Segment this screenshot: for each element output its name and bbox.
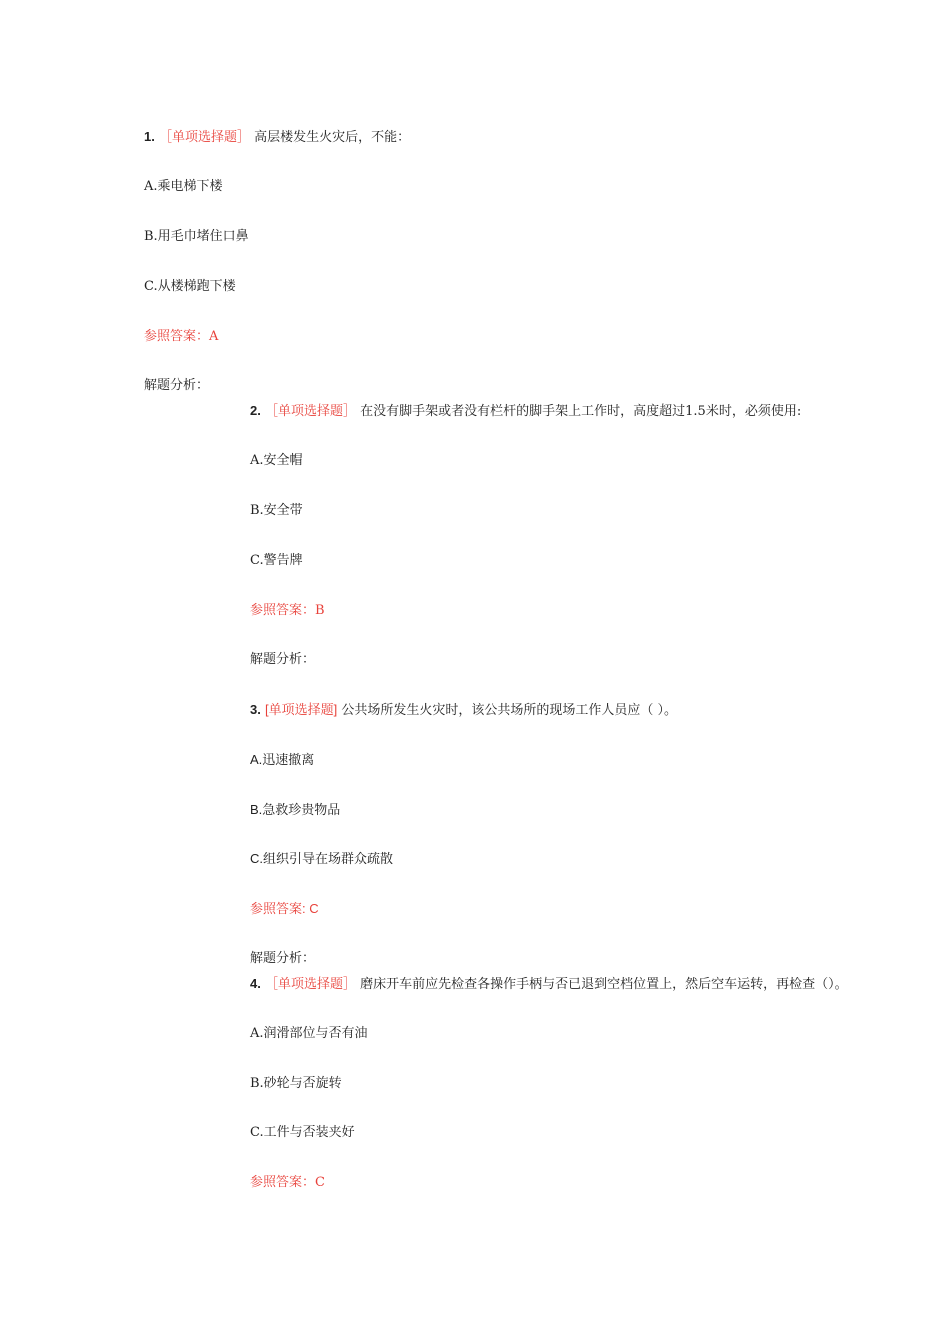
question-number: 2. xyxy=(250,403,261,418)
question-3-option-c: C.组织引导在场群众疏散 xyxy=(250,851,394,866)
question-3-header xyxy=(250,702,677,719)
question-1-option-a: A.乘电梯下楼 xyxy=(144,179,223,194)
question-stem: 在没有脚手架或者没有栏杆的脚手架上工作时，高度超过1.5米时，必须使用: xyxy=(360,404,802,419)
question-4-header xyxy=(250,976,848,993)
question-4-option-a: A.润滑部位与否有油 xyxy=(250,1026,368,1041)
question-3-analysis: 解题分析： xyxy=(250,951,316,966)
question-type-tag: ［单项选择题］ xyxy=(264,977,356,992)
question-2-header xyxy=(250,403,801,420)
question-type-tag: ［单项选择题］ xyxy=(264,404,356,419)
question-2-analysis: 解题分析： xyxy=(250,652,316,667)
question-1-answer: 参照答案：A xyxy=(144,329,219,344)
question-stem: 磨床开车前应先检查各操作手柄与否已退到空档位置上，然后空车运转，再检查（）。 xyxy=(360,977,848,992)
question-type-tag: ［单项选择题］ xyxy=(158,130,250,145)
question-2-option-c: C.警告牌 xyxy=(250,553,303,568)
question-1-analysis: 解题分析： xyxy=(144,378,210,393)
question-1-option-b: B.用毛巾堵住口鼻 xyxy=(144,229,249,244)
question-3-answer: 参照答案: C xyxy=(250,901,319,916)
question-2-answer: 参照答案：B xyxy=(250,603,325,618)
question-type-tag: [单项选择题] xyxy=(264,702,338,717)
question-number: 4. xyxy=(250,976,261,991)
question-stem: 高层楼发生火灾后，不能： xyxy=(254,130,411,145)
question-2-option-b: B.安全带 xyxy=(250,503,303,518)
question-4-option-c: C.工件与否装夹好 xyxy=(250,1125,355,1140)
question-1-header xyxy=(144,129,410,146)
question-stem: 公共场所发生火灾时，该公共场所的现场工作人员应（ ）。 xyxy=(341,703,677,718)
question-4-option-b: B.砂轮与否旋转 xyxy=(250,1076,342,1091)
question-2-option-a: A.安全帽 xyxy=(250,453,303,468)
question-number: 3. xyxy=(250,702,261,717)
question-4-answer: 参照答案：C xyxy=(250,1175,325,1190)
question-3-option-a: A.迅速撤离 xyxy=(250,752,315,767)
question-1-option-c: C.从楼梯跑下楼 xyxy=(144,279,236,294)
question-number: 1. xyxy=(144,129,155,144)
question-3-option-b: B.急救珍贵物品 xyxy=(250,802,341,817)
